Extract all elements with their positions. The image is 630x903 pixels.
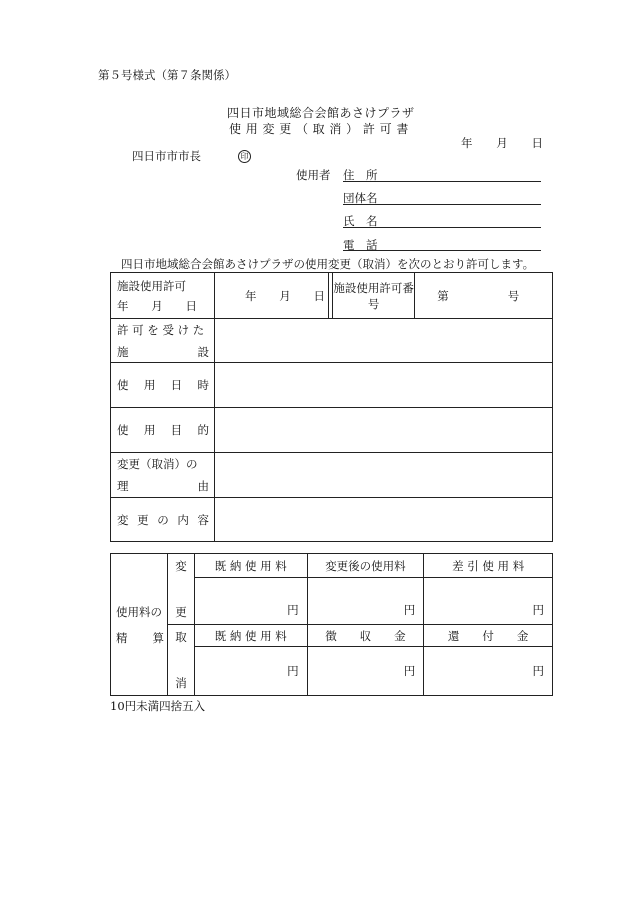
field-address-line[interactable] <box>343 181 541 182</box>
spaced-char: 書 <box>396 122 409 136</box>
spaced-char: 取 <box>312 122 326 136</box>
field-name-line[interactable] <box>343 227 541 228</box>
field-address-label: 住 所 <box>343 168 378 182</box>
row-datetime-value[interactable] <box>214 363 552 408</box>
issue-date <box>461 135 543 151</box>
cancel-collect-amount[interactable]: 円 <box>307 647 424 696</box>
row-details-chars <box>117 512 209 528</box>
spaced-char: 内 <box>177 512 189 527</box>
row-datetime-label <box>111 363 215 408</box>
row-datetime-chars <box>117 377 209 393</box>
change-side-label <box>167 554 194 625</box>
field-group-line[interactable] <box>343 204 541 205</box>
cancel-header-collect: 徴 収 金 <box>307 625 424 647</box>
cancel-header-refund: 還 付 金 <box>424 625 553 647</box>
spaced-char: 消 <box>175 676 187 690</box>
spaced-char: の <box>157 512 169 527</box>
spaced-char: 許 <box>362 122 376 136</box>
spaced-char: 更 <box>175 605 187 619</box>
cancel-paid-amount[interactable]: 円 <box>194 647 307 696</box>
spaced-char: 理 <box>117 479 129 493</box>
change-side-chars <box>168 558 194 620</box>
spaced-char: 使 <box>229 122 242 136</box>
applicant-label: 使用者 <box>296 168 331 182</box>
seal-icon: 印 <box>238 150 251 163</box>
row-reason-label-line2 <box>117 478 209 494</box>
permit-date-value-chars <box>245 288 325 304</box>
spaced-char: 更 <box>279 122 292 136</box>
spaced-char: 消 <box>329 122 342 136</box>
row-reason-label <box>111 453 215 498</box>
change-paid-amount[interactable]: 円 <box>194 578 307 625</box>
main-table <box>110 272 553 542</box>
form-number: 第５号様式（第７条関係） <box>98 68 236 82</box>
change-header-after: 変更後の使用料 <box>307 554 424 578</box>
row-details-label <box>111 498 215 542</box>
permit-date-value[interactable] <box>214 273 328 319</box>
spaced-char: 的 <box>197 423 209 437</box>
spaced-char: 設 <box>197 344 209 359</box>
fee-label-line1: 使用料の <box>116 604 162 619</box>
spaced-char: 変 <box>175 559 187 573</box>
row-facility-label-line1: 許 可 を 受 け た <box>117 322 205 337</box>
field-group-label: 団体名 <box>343 191 378 205</box>
row-facility-label-line2 <box>117 344 209 360</box>
spaced-char: 使 <box>117 423 129 437</box>
spaced-char: 施 <box>117 344 129 359</box>
spaced-char: 日 <box>170 378 183 392</box>
spaced-char: 日 <box>185 298 197 313</box>
spaced-char: 日 <box>313 288 325 303</box>
permit-date-label-line1: 施設使用許可 <box>117 278 186 293</box>
fee-label-line2 <box>116 630 164 646</box>
spaced-char: 日 <box>531 136 543 150</box>
row-purpose-value[interactable] <box>214 408 552 453</box>
row-purpose-label <box>111 408 215 453</box>
form-title-line1: 四日市地域総合会館あさけプラザ <box>227 106 415 120</box>
cancel-refund-amount[interactable]: 円 <box>424 647 553 696</box>
cancel-side-chars <box>168 629 194 691</box>
change-after-amount[interactable]: 円 <box>307 578 424 625</box>
change-diff-amount[interactable]: 円 <box>424 578 553 625</box>
seal-mark <box>238 148 251 163</box>
spaced-char: 時 <box>197 378 209 392</box>
field-phone-label: 電 話 <box>343 238 378 252</box>
spaced-char: 変 <box>117 512 129 527</box>
spaced-char: 年 <box>461 136 473 150</box>
spaced-char: 算 <box>152 630 164 645</box>
spaced-char: 更 <box>137 512 149 527</box>
permission-statement: 四日市地域総合会館あさけプラザの使用変更（取消）を次のとおり許可します。 <box>121 257 535 271</box>
spaced-char: 月 <box>151 298 163 313</box>
spaced-char: 可 <box>379 122 393 136</box>
spaced-char: 由 <box>197 479 209 493</box>
permit-date-label-line2 <box>117 298 197 314</box>
spaced-char: 目 <box>170 423 183 437</box>
cancel-header-paid: 既 納 使 用 料 <box>194 625 307 647</box>
spaced-char: 用 <box>245 122 259 136</box>
row-reason-value[interactable] <box>214 453 552 498</box>
cancel-side-label <box>167 625 194 696</box>
spaced-char: 用 <box>143 378 156 392</box>
spaced-char: 月 <box>279 288 291 303</box>
spaced-char: 取 <box>175 630 187 644</box>
spaced-char: 使 <box>117 378 129 392</box>
spaced-char: 年 <box>244 288 257 303</box>
spaced-char: （ <box>295 122 309 136</box>
row-facility-label <box>111 319 215 363</box>
mayor-title: 四日市市市長 <box>132 149 201 163</box>
permit-number-label: 施設使用許可番号 <box>332 273 414 319</box>
spaced-char: 月 <box>496 136 508 150</box>
permit-number-value-chars <box>437 288 519 304</box>
fee-table <box>110 553 553 696</box>
row-reason-label-line1: 変更（取消）の <box>117 457 198 471</box>
row-purpose-chars <box>117 422 209 438</box>
change-header-paid: 既 納 使 用 料 <box>194 554 307 578</box>
change-header-diff: 差 引 使 用 料 <box>424 554 553 578</box>
permit-date-label <box>111 273 215 319</box>
rounding-footnote: 10円未満四捨五入 <box>110 699 206 713</box>
fee-settlement-label <box>111 554 168 696</box>
spaced-char: ） <box>346 122 359 136</box>
spaced-char: 年 <box>117 298 129 313</box>
row-facility-value[interactable] <box>214 319 552 363</box>
spaced-char: 変 <box>262 122 275 136</box>
spaced-char: 号 <box>507 288 520 303</box>
spaced-char: 用 <box>143 423 156 437</box>
field-name-label: 氏 名 <box>343 214 378 228</box>
permit-number-value[interactable] <box>415 273 553 319</box>
field-phone-line[interactable] <box>343 250 541 251</box>
form-title-line2 <box>229 120 409 137</box>
spaced-char: 容 <box>197 512 209 527</box>
spaced-char: 第 <box>437 288 449 303</box>
row-details-value[interactable] <box>214 498 552 542</box>
spaced-char: 精 <box>116 630 128 645</box>
